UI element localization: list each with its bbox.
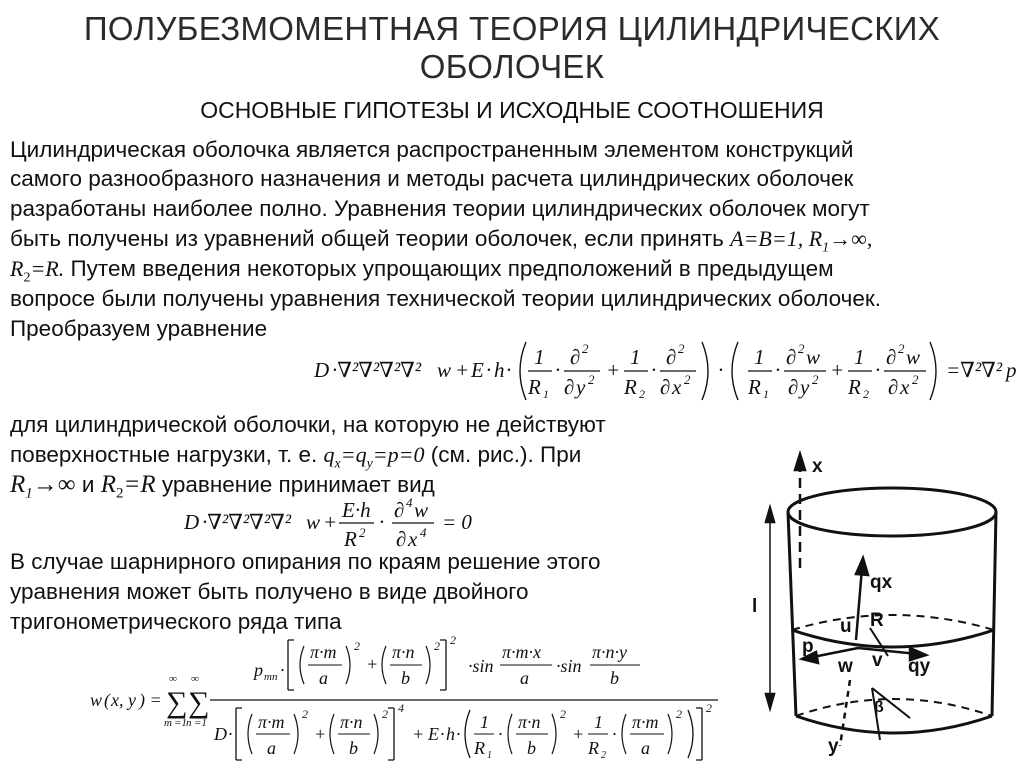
equation-double-series: [90, 632, 720, 764]
svg-text:b: b: [401, 668, 410, 688]
svg-text:∂: ∂: [786, 345, 797, 369]
svg-text:2: 2: [678, 341, 685, 356]
svg-text:2: 2: [434, 639, 440, 653]
svg-text:=1: =1: [174, 717, 187, 729]
svg-text:n: n: [186, 717, 192, 729]
math-subscript: 1: [822, 240, 830, 256]
math-span: →∞: [32, 471, 76, 498]
svg-text:∞: ∞: [169, 673, 177, 685]
equation-cylindrical-graphic: [184, 497, 504, 553]
svg-text:∂: ∂: [570, 345, 581, 369]
svg-text:=1: =1: [194, 717, 207, 729]
svg-text:π·m·x: π·m·x: [502, 642, 542, 662]
svg-text:+: +: [366, 654, 379, 674]
svg-text:∂: ∂: [564, 375, 575, 399]
svg-text:w: w: [90, 690, 103, 710]
svg-text:R: R: [528, 375, 541, 399]
svg-text:·: ·: [506, 358, 512, 382]
svg-text:D: D: [314, 358, 330, 382]
paragraph-1-line-3: разработаны наиболее полно. Уравнения теории цилиндрических оболочек могут: [10, 196, 870, 221]
svg-text:2: 2: [302, 707, 308, 721]
svg-text:x: x: [672, 375, 682, 399]
axis-y-line: [840, 680, 850, 746]
svg-text:b: b: [527, 738, 536, 758]
svg-text:w: w: [414, 498, 429, 522]
svg-text:2: 2: [676, 707, 682, 721]
cylinder-diagram: [740, 450, 1024, 767]
text-span: уравнение принимает вид: [155, 472, 435, 497]
label-R: R: [870, 610, 884, 631]
svg-text:p: p: [1006, 358, 1017, 382]
dimension-arrow-bottom: [766, 694, 774, 708]
svg-text:x: x: [408, 527, 418, 551]
label-w: w: [838, 656, 853, 677]
math-span: =R.: [30, 256, 65, 281]
svg-text:2: 2: [382, 707, 388, 721]
svg-text:+: +: [455, 358, 470, 382]
svg-text:w: w: [306, 510, 321, 534]
qx-arrow-line: [856, 568, 862, 640]
svg-text:m: m: [164, 717, 172, 729]
svg-text:2: 2: [798, 341, 805, 356]
svg-text:mn: mn: [264, 671, 278, 683]
svg-text:=∇²∇²: =∇²∇²: [946, 358, 1003, 382]
svg-text:w: w: [437, 358, 452, 382]
svg-text:2: 2: [582, 341, 589, 356]
label-v: v: [872, 650, 883, 671]
svg-text:E·h: E·h: [342, 498, 371, 522]
equation-double-series-graphic: [90, 632, 720, 764]
cylinder-bottom-back: [796, 699, 992, 716]
math-span: →∞,: [829, 226, 873, 251]
svg-text:·: ·: [875, 358, 881, 382]
svg-text:h: h: [494, 358, 505, 382]
label-p: p: [802, 636, 814, 657]
math-span: A=B=1, R: [730, 226, 823, 251]
svg-text:π·n·y: π·n·y: [592, 642, 628, 662]
paragraph-1-line-1: Цилиндрическая оболочка является распространенным элементом конструкций: [10, 137, 854, 162]
label-u: u: [840, 616, 852, 637]
svg-text:+: +: [314, 724, 327, 744]
svg-text:R: R: [624, 375, 637, 399]
math-span: =p=0: [372, 442, 425, 467]
math-span: R: [100, 471, 116, 498]
svg-text:R: R: [848, 375, 861, 399]
svg-text:2: 2: [706, 701, 712, 715]
paragraph-3-line-1: В случае шарнирного опирания по краям решение этого: [10, 549, 601, 574]
text-span: и: [75, 472, 101, 497]
page-subtitle: ОСНОВНЫЕ ГИПОТЕЗЫ И ИСХОДНЫЕ СООТНОШЕНИЯ: [200, 97, 824, 123]
equation-cylindrical: [184, 497, 504, 553]
svg-text:∂: ∂: [394, 498, 405, 522]
svg-text:) =: ) =: [139, 690, 162, 710]
svg-text:·sin: ·sin: [468, 656, 494, 676]
svg-text:1: 1: [543, 387, 549, 401]
svg-text:R: R: [748, 375, 761, 399]
math-subscript: 2: [23, 270, 31, 286]
svg-text:·: ·: [486, 358, 492, 382]
svg-text:1: 1: [480, 712, 489, 732]
svg-text:2: 2: [639, 387, 645, 401]
svg-text:1: 1: [534, 345, 545, 369]
svg-text:∂: ∂: [660, 375, 671, 399]
math-subscript: 2: [115, 485, 124, 502]
svg-text:π·m: π·m: [632, 712, 659, 732]
svg-text:π·n: π·n: [518, 712, 541, 732]
svg-text:·∇²∇²∇²∇²: ·∇²∇²∇²∇²: [202, 510, 292, 534]
svg-text:·: ·: [775, 358, 781, 382]
svg-text:x: x: [900, 375, 910, 399]
cylinder-figure: [740, 450, 1024, 767]
dimension-arrow-top: [766, 508, 774, 522]
text-span: быть получены из уравнений общей теории оболочек, если принять: [10, 226, 731, 251]
svg-text:∑: ∑: [166, 686, 188, 719]
svg-text:·sin: ·sin: [556, 656, 582, 676]
svg-text:(: (: [104, 690, 110, 710]
svg-text:R: R: [474, 738, 485, 758]
svg-text:R: R: [588, 738, 599, 758]
svg-text:∂: ∂: [886, 345, 897, 369]
svg-text:E: E: [471, 358, 484, 382]
svg-text:4: 4: [398, 701, 404, 715]
page-title-line-2: ОБОЛОЧЕК: [419, 48, 605, 85]
cylinder-left-side: [788, 512, 796, 716]
math-span: R: [10, 471, 26, 498]
svg-text:1: 1: [763, 387, 769, 401]
svg-text:D: D: [184, 510, 200, 534]
svg-text:D: D: [214, 724, 227, 744]
svg-text:∂: ∂: [396, 527, 407, 551]
label-qx: qx: [870, 572, 893, 593]
svg-text:y: y: [800, 375, 810, 399]
paragraph-1-line-6: вопросе были получены уравнения технической теории цилиндрических оболочек.: [10, 286, 882, 311]
svg-text:π·n: π·n: [340, 712, 363, 732]
math-subscript: 1: [25, 485, 33, 502]
svg-text:·: ·: [612, 724, 617, 744]
svg-text:4: 4: [406, 497, 413, 510]
math-span: =q: [340, 442, 367, 467]
svg-text:∂: ∂: [788, 375, 799, 399]
svg-text:a: a: [267, 738, 276, 758]
svg-text:2: 2: [912, 372, 919, 387]
cylinder-bottom-front: [796, 716, 992, 733]
math-subscript: x: [334, 456, 341, 472]
svg-text:∂: ∂: [666, 345, 677, 369]
svg-text:1: 1: [630, 345, 641, 369]
svg-text:2: 2: [812, 372, 819, 387]
svg-text:2: 2: [601, 750, 606, 761]
svg-text:+: +: [323, 510, 338, 534]
svg-text:1: 1: [594, 712, 603, 732]
paragraph-3-line-2: уравнения может быть получено в виде двойного: [10, 579, 529, 604]
svg-text:+: +: [572, 724, 585, 744]
svg-text:p: p: [254, 660, 263, 680]
svg-text:·: ·: [651, 358, 657, 382]
qx-arrowhead: [856, 558, 868, 575]
section-front-curve: [792, 630, 994, 647]
svg-text:+: +: [830, 358, 845, 382]
label-axis-x: x: [812, 456, 823, 477]
equation-general-graphic: [314, 336, 1020, 406]
svg-text:2: 2: [354, 639, 360, 653]
paragraph-2-line-1: для цилиндрической оболочки, на которую не действуют: [10, 412, 606, 437]
label-qy: qy: [908, 656, 931, 677]
svg-text:E: E: [428, 724, 439, 744]
svg-text:2: 2: [863, 387, 869, 401]
cylinder-top-ellipse: [788, 488, 996, 536]
svg-text:R: R: [344, 527, 357, 551]
svg-text:b: b: [349, 738, 358, 758]
axis-x-arrow: [795, 454, 805, 470]
svg-text:·: ·: [228, 724, 233, 744]
svg-text:1: 1: [487, 750, 492, 761]
math-span: q: [323, 442, 335, 467]
svg-text:1: 1: [854, 345, 865, 369]
svg-text:4: 4: [420, 525, 427, 540]
svg-text:+: +: [606, 358, 621, 382]
equation-general: [314, 336, 1020, 406]
svg-text:π·n: π·n: [392, 642, 415, 662]
svg-text:·: ·: [555, 358, 561, 382]
label-beta: β: [874, 699, 884, 716]
math-span: =R: [123, 471, 156, 498]
page-title-line-1: ПОЛУБЕЗМОМЕНТНАЯ ТЕОРИЯ ЦИЛИНДРИЧЕСКИХ: [83, 10, 941, 47]
svg-text:a: a: [520, 668, 529, 688]
svg-text:π·m: π·m: [310, 642, 337, 662]
svg-text:·: ·: [280, 660, 285, 680]
svg-text:a: a: [641, 738, 650, 758]
svg-text:∞: ∞: [191, 673, 199, 685]
math-subscript: y: [366, 456, 373, 472]
svg-text:∑: ∑: [188, 686, 210, 719]
svg-text:·: ·: [440, 724, 445, 744]
text-span: (см. рис.). При: [424, 442, 582, 467]
text-span: Путем введения некоторых упрощающих предположений в предыдущем: [64, 256, 834, 281]
svg-text:a: a: [319, 668, 328, 688]
svg-text:π·m: π·m: [258, 712, 285, 732]
svg-text:·: ·: [379, 510, 385, 534]
svg-text:+: +: [412, 724, 425, 744]
svg-text:2: 2: [898, 341, 905, 356]
paragraph-1-line-7: Преобразуем уравнение: [10, 316, 268, 341]
text-span: поверхностные нагрузки, т. е.: [10, 442, 324, 467]
svg-text:·: ·: [456, 724, 461, 744]
paragraph-3-line-3: тригонометрического ряда типа: [10, 609, 342, 634]
paragraph-1-line-2: самого разнообразного назначения и методы расчета цилиндрических оболочек: [10, 166, 854, 191]
svg-text:·∇²∇²∇²∇²: ·∇²∇²∇²∇²: [332, 358, 422, 382]
svg-text:b: b: [610, 668, 619, 688]
svg-text:2: 2: [450, 633, 456, 647]
svg-text:y: y: [576, 375, 586, 399]
svg-text:·: ·: [498, 724, 503, 744]
svg-text:2: 2: [359, 525, 366, 540]
svg-text:h: h: [446, 724, 455, 744]
cylinder-right-side: [992, 512, 996, 716]
svg-text:w: w: [806, 345, 821, 369]
math-span: R: [10, 256, 24, 281]
svg-text:= 0: = 0: [442, 510, 472, 534]
svg-text:2: 2: [588, 372, 595, 387]
svg-text:2: 2: [560, 707, 566, 721]
section-back-curve: [792, 615, 994, 630]
svg-text:w: w: [906, 345, 921, 369]
label-length: l: [752, 596, 758, 617]
svg-text:x, y: x, y: [111, 690, 136, 710]
svg-text:2: 2: [684, 372, 691, 387]
svg-text:·: ·: [718, 358, 724, 382]
svg-text:1: 1: [754, 345, 765, 369]
svg-text:∂: ∂: [888, 375, 899, 399]
label-axis-y: y: [828, 736, 839, 757]
